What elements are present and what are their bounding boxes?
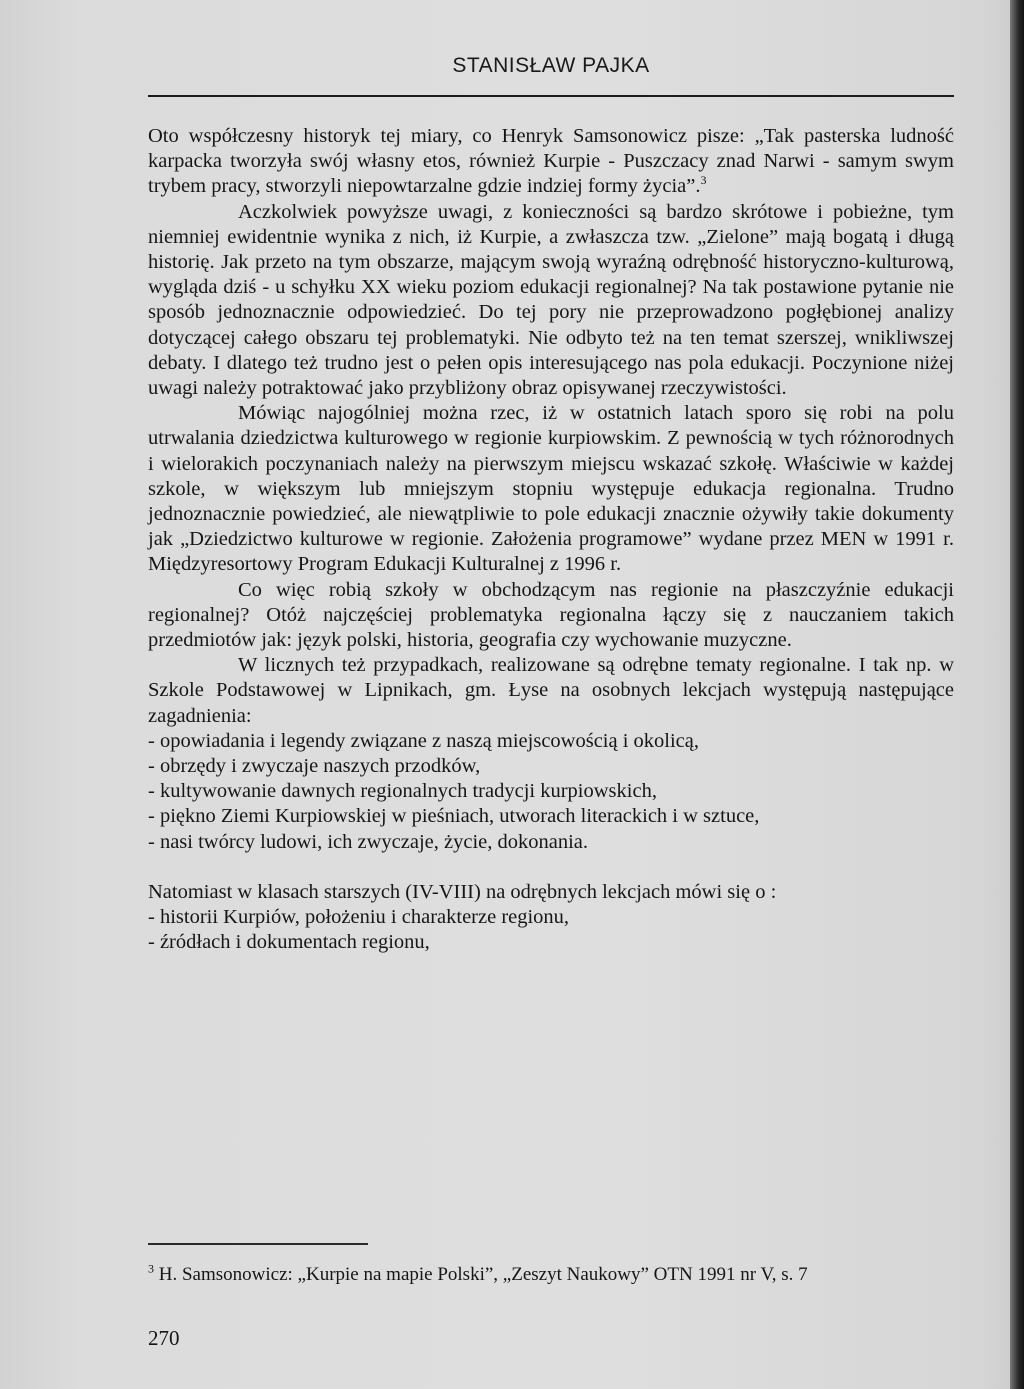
paragraph-1 <box>148 124 954 200</box>
page-edge-shadow <box>1010 0 1024 1389</box>
footnote-rule <box>148 1243 368 1245</box>
footnote-marker: 3 <box>148 1261 154 1276</box>
paragraph-5: W licznych też przypadkach, realizowane są odrębne tematy regionalne. I tak np. w Szkole Podstawowej w Lipnikach, gm. Łyse na osobnych lekcjach występują następujące zagadnienia: <box>148 654 954 727</box>
topics-list-lower-grades <box>148 729 954 855</box>
paragraph-6: Natomiast w klasach starszych (IV-VIII) na odrębnych lekcjach mówi się o : <box>148 880 777 903</box>
paragraph-3: Mówiąc najogólniej można rzec, iż w ostatnich latach sporo się robi na polu utrwalania dziedzictwa kulturowego w regionie kurpiowskim. Z pewnością w tych różnorodnych i wielorakich poczynaniach należy na pierwszym miejscu wskazać szkołę. Właściwie w każdej szkole, w większym lub mniejszym stopniu występuje edukacja regionalna. Trudno jednoznacznie powiedzieć, ale niewątpliwie to pole edukacji znacznie ożywiły takie dokumenty jak „Dziedzictwo kulturowe w regionie. Założenia programowe” wydane przez MEN w 1991 r. Międzyresortowy Program Edukacji Kulturalnej z 1996 r. <box>148 402 954 576</box>
footnote <box>148 1263 954 1287</box>
body-text <box>148 124 954 956</box>
list-item: - obrzędy i zwyczaje naszych przodków, <box>148 755 481 778</box>
running-head: STANISŁAW PAJKA <box>452 54 650 77</box>
list-item: - piękno Ziemi Kurpiowskiej w pieśniach, utworach literackich i w sztuce, <box>148 805 760 828</box>
list-item: - źródłach i dokumentach regionu, <box>148 931 430 954</box>
list-item: - opowiadania i legendy związane z naszą miejscowością i okolicą, <box>148 729 699 752</box>
list-item: - nasi twórcy ludowi, ich zwyczaje, życie, dokonania. <box>148 830 589 853</box>
footnote-reference: 3 <box>700 173 707 188</box>
topics-list-upper-grades <box>148 905 954 955</box>
section-gap <box>148 855 954 880</box>
paragraph-2: Aczkolwiek powyższe uwagi, z konieczności są bardzo skrótowe i pobieżne, tym niemniej ewidentnie wynika z nich, iż Kurpie, a zwłaszcza tzw. „Zielone” mają bogatą i długą historię. Jak przeto na tym obszarze, mającym swoją wyraźną odrębność historyczno-kulturową, wygląda dziś - u schyłku XX wieku poziom edukacji regionalnej? Na tak postawione pytanie nie sposób jednoznacznie odpowiedzieć. Do tej pory nie przeprowadzono pogłębionej analizy dotyczącej całego obszaru tej problematyki. Nie odbyto też na ten temat szerszej, wnikliwszej debaty. I dlatego też trudno jest o pełen opis interesującego nas pola edukacji. Poczynione niżej uwagi należy potraktować jako przybliżony obraz opisywanej rzeczywistości. <box>148 200 954 400</box>
list-item: - historii Kurpiów, położeniu i charakterze regionu, <box>148 906 570 929</box>
list-item: - kultywowanie dawnych regionalnych tradycji kurpiowskich, <box>148 780 657 803</box>
paragraph-1-text: Oto współczesny historyk tej miary, co Henryk Samsonowicz pisze: „Tak pasterska ludność karpacka tworzyła swój własny etos, również Kurpie - Puszczacy znad Narwi - samym swym trybem pracy, stworzyli niepowtarzalne gdzie indziej formy życia”. <box>148 125 954 198</box>
header-rule <box>148 95 954 97</box>
paragraph-4: Co więc robią szkoły w obchodzącym nas regionie na płaszczyźnie edukacji regionalnej? Otóż najczęściej problematyka regionalna łączy się z nauczaniem takich przedmiotów jak: język polski, historia, geografia czy wychowanie muzyczne. <box>148 578 954 652</box>
page-number: 270 <box>148 1326 180 1350</box>
footnote-text: H. Samsonowicz: „Kurpie na mapie Polski”, „Zeszyt Naukowy” OTN 1991 nr V, s. 7 <box>154 1264 808 1285</box>
